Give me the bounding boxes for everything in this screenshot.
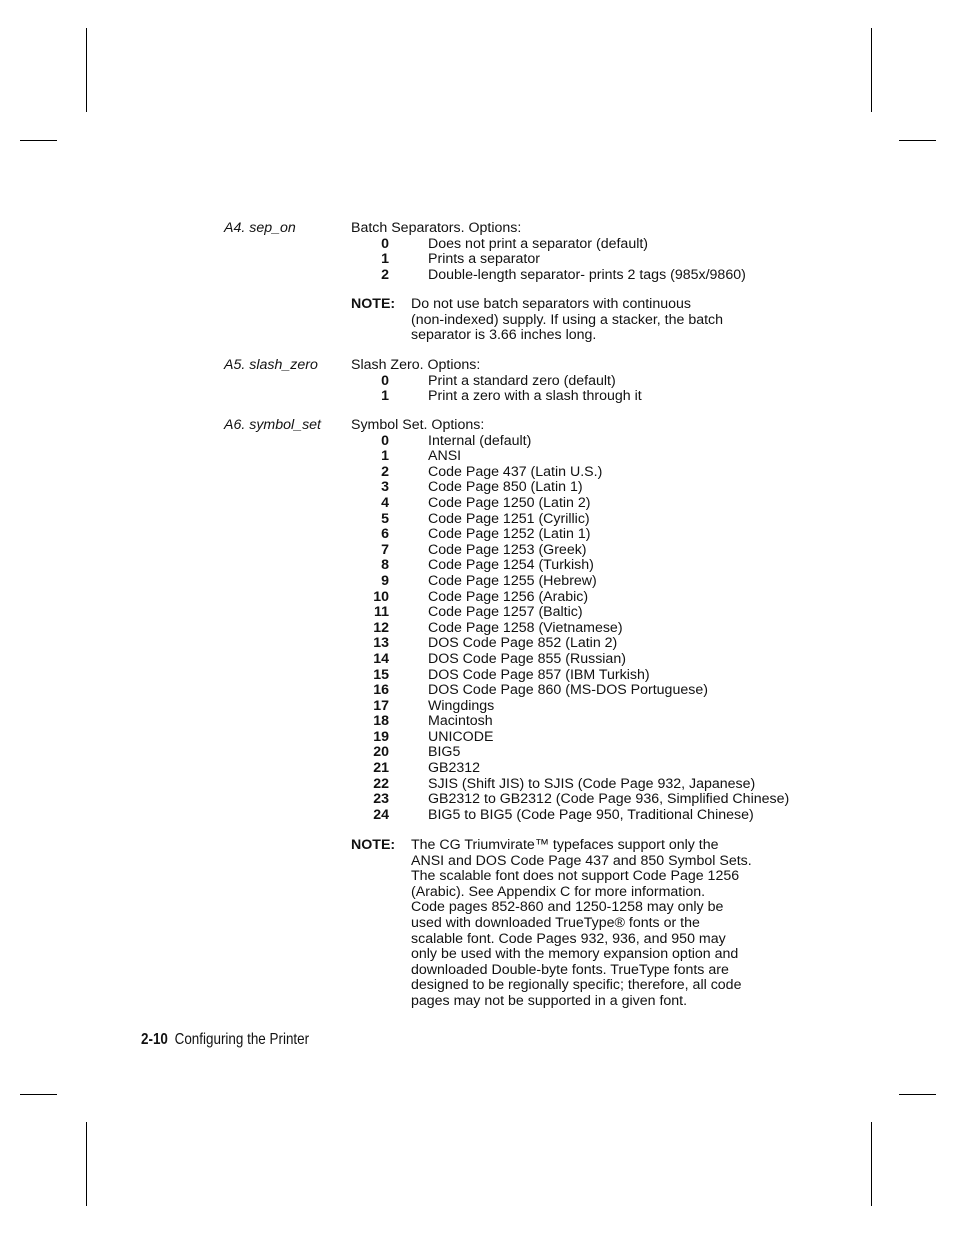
note-line: downloaded Double-byte fonts. TrueType fonts are [411,961,729,978]
parameter-name: A5. slash_zero [224,357,318,373]
note-line: designed to be regionally specific; therefore, all code [411,977,742,994]
option-text: SJIS (Shift JIS) to SJIS (Code Page 932, Japanese) [428,775,756,792]
option-number: 9 [381,572,389,589]
option-number: 0 [381,432,389,449]
option-number: 11 [374,604,389,621]
option-number: 16 [373,682,389,699]
option-text: ANSI [428,448,462,465]
option-text: BIG5 [428,744,461,761]
option-text: GB2312 [428,760,481,777]
option-text: Macintosh [428,713,493,730]
option-number: 2 [381,266,389,283]
option-number: 4 [381,494,389,511]
crop-mark [871,1122,872,1206]
option-text: Code Page 1250 (Latin 2) [428,494,591,511]
note-body [411,838,752,1010]
option-number: 1 [381,448,389,465]
note-body [411,297,723,344]
note-line: Do not use batch separators with continuous [411,296,691,312]
option-text: Code Page 1258 (Vietnamese) [428,619,623,636]
note-line: scalable font. Code Pages 932, 936, and 950 may [411,930,726,947]
note-line: The scalable font does not support Code Page 1256 [411,868,740,885]
option-number: 10 [373,588,389,605]
parameter-description: Batch Separators. Options: [351,220,522,236]
option-text: Internal (default) [428,432,532,449]
crop-mark [899,140,936,141]
option-number: 21 [373,760,389,777]
section-title: Configuring the Printer [174,1031,310,1048]
option-text: DOS Code Page 855 (Russian) [428,650,626,667]
note-label: NOTE: [351,296,396,312]
note-line: separator is 3.66 inches long. [411,327,597,344]
option-number: 3 [381,479,389,496]
option-text: Prints a separator [428,251,540,268]
option-number: 24 [373,806,389,823]
option-text: Code Page 437 (Latin U.S.) [428,463,603,480]
note-line: ANSI and DOS Code Page 437 and 850 Symbol Sets. [411,852,752,869]
note-line: pages may not be supported in a given font. [411,992,688,1009]
option-text: Does not print a separator (default) [428,235,649,252]
option-text: Double-length separator- prints 2 tags (985x/9860) [428,266,746,283]
option-text: GB2312 to GB2312 (Code Page 936, Simplified Chinese) [428,791,790,808]
note-line: (Arabic). See Appendix C for more information. [411,883,706,900]
option-number: 2 [381,463,389,480]
option-text: Code Page 1253 (Greek) [428,541,587,558]
option-number: 8 [381,557,389,574]
crop-mark [86,28,87,112]
option-number: 6 [381,526,389,543]
parameter-name: A6. symbol_set [224,417,321,433]
crop-mark [20,140,57,141]
option-number: 12 [373,619,389,636]
option-text: Print a standard zero (default) [428,372,616,389]
page-number: 2-10 [141,1031,168,1048]
option-number: 13 [373,635,389,652]
parameter-description: Symbol Set. Options: [351,417,485,433]
option-number: 14 [373,650,389,667]
option-number: 22 [373,775,389,792]
note-line: The CG Triumvirate™ typefaces support only the [411,837,719,853]
option-text: Code Page 1255 (Hebrew) [428,572,597,589]
option-text: Code Page 850 (Latin 1) [428,479,583,496]
note-line: used with downloaded TrueType® fonts or the [411,914,700,931]
option-text: DOS Code Page 852 (Latin 2) [428,635,618,652]
crop-mark [86,1122,87,1206]
option-text: UNICODE [428,728,494,745]
note-line: only be used with the memory expansion option and [411,946,739,963]
note-line: (non-indexed) supply. If using a stacker, the batch [411,311,724,328]
crop-mark [899,1094,936,1095]
option-text: Code Page 1254 (Turkish) [428,557,594,574]
option-number: 0 [381,235,389,252]
option-number: 23 [373,791,389,808]
page-footer [141,1031,309,1049]
option-number: 1 [381,388,389,405]
option-number: 18 [373,713,389,730]
option-text: Wingdings [428,697,495,714]
option-number: 15 [373,666,389,683]
parameter-description: Slash Zero. Options: [351,357,481,373]
option-text: BIG5 to BIG5 (Code Page 950, Traditional Chinese) [428,806,754,823]
crop-mark [20,1094,57,1095]
parameter-name: A4. sep_on [224,220,296,236]
option-number: 7 [381,541,389,558]
option-number: 19 [373,728,389,745]
option-text: Print a zero with a slash through it [428,388,642,405]
note-line: Code pages 852-860 and 1250-1258 may only be [411,899,724,916]
note-label: NOTE: [351,837,396,853]
option-text: Code Page 1252 (Latin 1) [428,526,591,543]
option-text: Code Page 1251 (Cyrillic) [428,510,590,527]
option-text: DOS Code Page 857 (IBM Turkish) [428,666,650,683]
option-number: 0 [381,372,389,389]
option-number: 1 [381,251,389,268]
option-text: Code Page 1257 (Baltic) [428,604,583,621]
option-number: 20 [373,744,389,761]
option-text: DOS Code Page 860 (MS-DOS Portuguese) [428,682,708,699]
option-number: 17 [373,697,389,714]
option-number: 5 [381,510,389,527]
option-text: Code Page 1256 (Arabic) [428,588,589,605]
crop-mark [871,28,872,112]
